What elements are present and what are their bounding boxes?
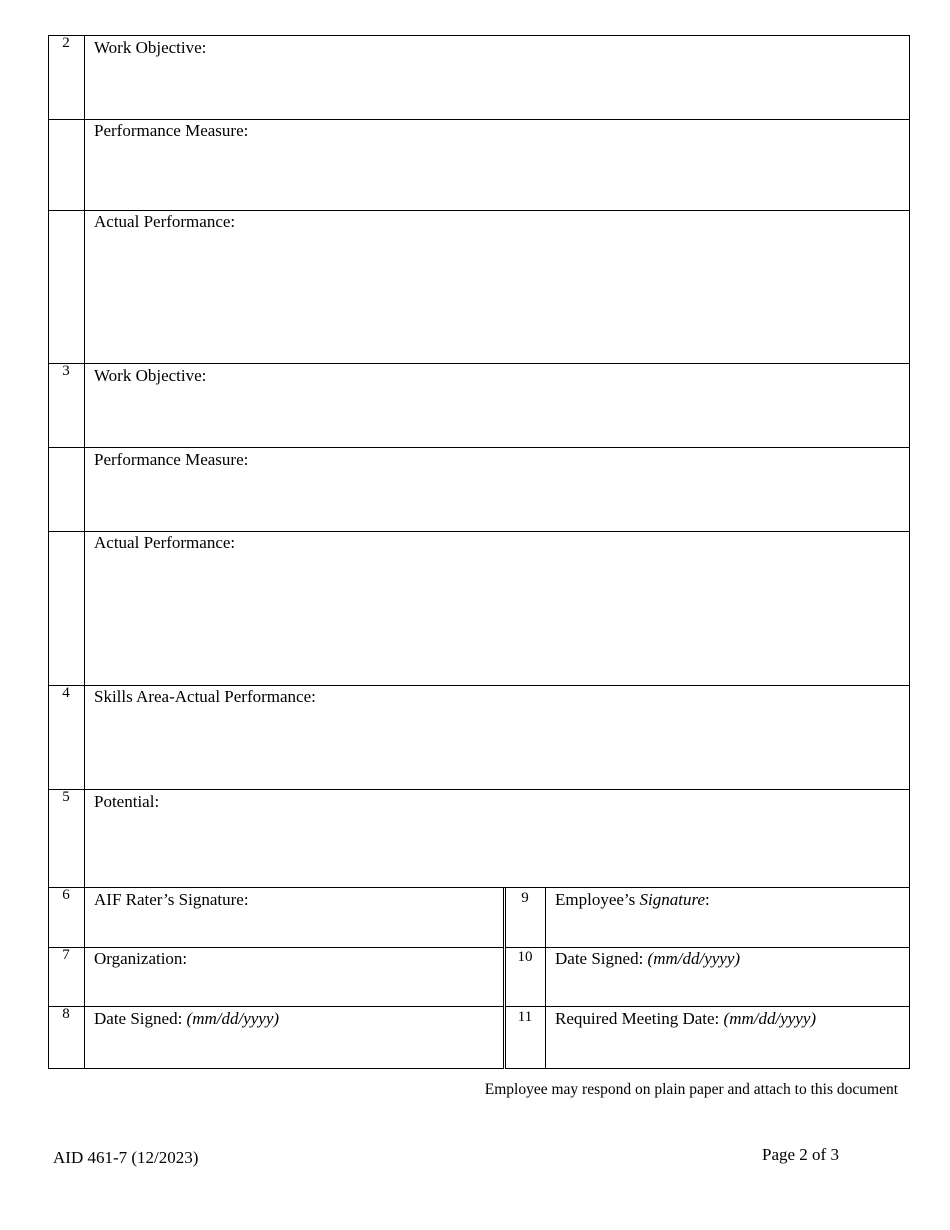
skills-area-field[interactable]	[85, 709, 909, 788]
table-border-right	[909, 35, 910, 888]
potential-label: Potential:	[94, 792, 160, 811]
organization-label: Organization:	[94, 949, 188, 968]
potential-field[interactable]	[85, 814, 909, 886]
organization-field[interactable]	[85, 971, 502, 1005]
sig-row-divider	[505, 1006, 910, 1007]
row-divider	[48, 447, 910, 448]
work-objective-field[interactable]	[85, 388, 909, 446]
form-id: AID 461-7 (12/2023)	[53, 1148, 199, 1167]
row-divider	[48, 887, 910, 888]
work-objective-field[interactable]	[85, 60, 909, 118]
actual-performance-label: Actual Performance:	[94, 533, 236, 552]
rater-signature-label: AIF Rater’s Signature:	[94, 890, 249, 909]
employee-date-signed-label: Date Signed: (mm/dd/yyyy)	[555, 949, 741, 968]
row-divider	[48, 119, 910, 120]
row-divider	[48, 531, 910, 532]
meeting-date-label: Required Meeting Date: (mm/dd/yyyy)	[555, 1009, 817, 1028]
section-number: 10	[517, 949, 533, 965]
sig-row-divider	[48, 1068, 504, 1069]
performance-measure-label: Performance Measure:	[94, 450, 249, 469]
row-divider	[48, 35, 910, 36]
row-divider	[48, 789, 910, 790]
row-divider	[48, 363, 910, 364]
performance-measure-label: Performance Measure:	[94, 121, 249, 140]
section-number: 5	[62, 789, 70, 805]
section-number: 3	[62, 363, 70, 379]
meeting-date-field[interactable]	[546, 1031, 909, 1067]
actual-performance-field[interactable]	[85, 234, 909, 362]
row-divider	[48, 685, 910, 686]
section-number: 2	[62, 35, 70, 51]
row-divider	[48, 210, 910, 211]
employee-date-signed-field[interactable]	[546, 971, 909, 1005]
rater-date-signed-field[interactable]	[85, 1031, 502, 1067]
rater-date-signed-label: Date Signed: (mm/dd/yyyy)	[94, 1009, 280, 1028]
section-number: 9	[521, 890, 529, 906]
skills-area-label: Skills Area-Actual Performance:	[94, 687, 316, 706]
work-objective-label: Work Objective:	[94, 38, 207, 57]
table-border-left	[48, 35, 49, 888]
section-number: 4	[62, 685, 70, 701]
sig-border-right	[909, 887, 910, 1069]
actual-performance-field[interactable]	[85, 555, 909, 684]
sig-row-divider	[48, 1006, 504, 1007]
response-note: Employee may respond on plain paper and attach to this document	[484, 1081, 898, 1098]
sig-row-divider	[505, 947, 910, 948]
work-objective-label: Work Objective:	[94, 366, 207, 385]
performance-measure-field[interactable]	[85, 143, 909, 209]
actual-performance-label: Actual Performance:	[94, 212, 236, 231]
employee-signature-field[interactable]	[546, 912, 909, 946]
section-number: 6	[62, 887, 70, 903]
page-number: Page 2 of 3	[762, 1145, 839, 1164]
sig-border-left	[48, 887, 49, 1069]
sig-border-right-left	[505, 887, 506, 1069]
sig-row-divider	[48, 947, 504, 948]
section-number: 7	[62, 947, 70, 963]
section-number: 11	[517, 1009, 533, 1025]
sig-row-divider	[505, 1068, 910, 1069]
sig-border-left-right	[503, 887, 504, 1069]
section-number: 8	[62, 1006, 70, 1022]
rater-signature-field[interactable]	[85, 912, 502, 946]
employee-signature-label: Employee’s Signature:	[555, 890, 710, 909]
performance-measure-field[interactable]	[85, 472, 909, 530]
